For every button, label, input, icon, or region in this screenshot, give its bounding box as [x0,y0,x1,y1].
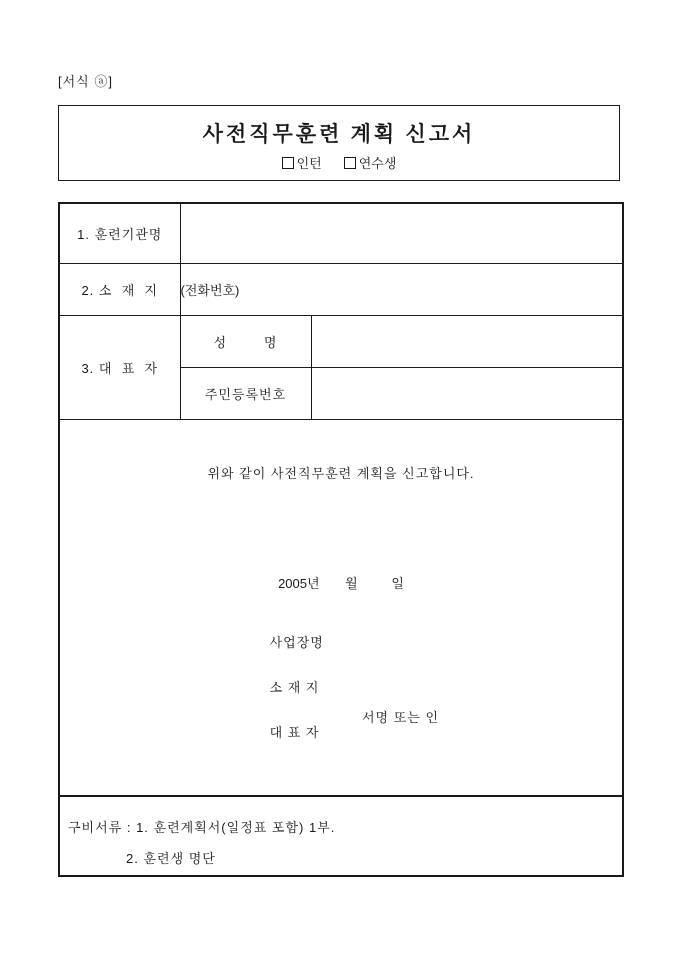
rep-id-input[interactable] [311,367,623,419]
title-box [58,105,620,181]
row-attachments [59,796,623,876]
date-day[interactable]: 일 [391,575,404,591]
declaration-cell [59,419,623,796]
signature-line-location [205,662,622,695]
checkbox-square-icon[interactable] [344,157,356,169]
form-code-label: [서식 ⓐ] [58,74,113,89]
address-input[interactable] [180,263,623,315]
location-label: 소 재 지 [269,679,320,695]
trainee-type-options [59,153,619,172]
training-org-input[interactable] [180,203,623,263]
signature-line-representative [205,707,622,740]
date-line [60,573,622,592]
attachments-cell [59,796,623,876]
row-training-org [59,203,623,263]
required-documents-line1: 구비서류 : 1. 훈련계획서(일정표 포함) 1부. [68,820,336,835]
rep-name-label: 성 명 [180,315,311,367]
checkbox-square-icon[interactable] [282,157,294,169]
date-year[interactable]: 2005년 [278,575,320,591]
checkbox-option-trainee[interactable] [344,153,397,172]
checkbox-label-trainee: 연수생 [358,156,397,171]
signature-line-business-name [205,617,622,650]
date-month[interactable]: 월 [345,575,358,591]
address-label: 2. 소 재 지 [59,263,180,315]
rep-name-input[interactable] [311,315,623,367]
signature-block [205,617,622,740]
checkbox-label-intern: 인턴 [296,156,322,171]
row-representative-name [59,315,623,367]
row-declaration [59,419,623,796]
form-title: 사전직무훈련 계획 신고서 [202,122,476,146]
declaration-statement: 위와 같이 사전직무훈련 계획을 신고합니다. [207,465,475,481]
representative-label: 3. 대 표 자 [59,315,180,419]
business-name-label: 사업장명 [269,634,324,650]
checkbox-option-intern[interactable] [282,153,322,172]
training-org-label: 1. 훈련기관명 [59,203,180,263]
row-address [59,263,623,315]
rep-id-label: 주민등록번호 [180,367,311,419]
sign-or-seal-note: 서명 또는 인 [362,709,440,725]
phone-number-note: (전화번호) [180,282,240,298]
form-table [58,202,624,877]
required-documents-line2: 2. 훈련생 명단 [126,851,216,866]
representative-sign-label: 대 표 자 [269,724,320,740]
